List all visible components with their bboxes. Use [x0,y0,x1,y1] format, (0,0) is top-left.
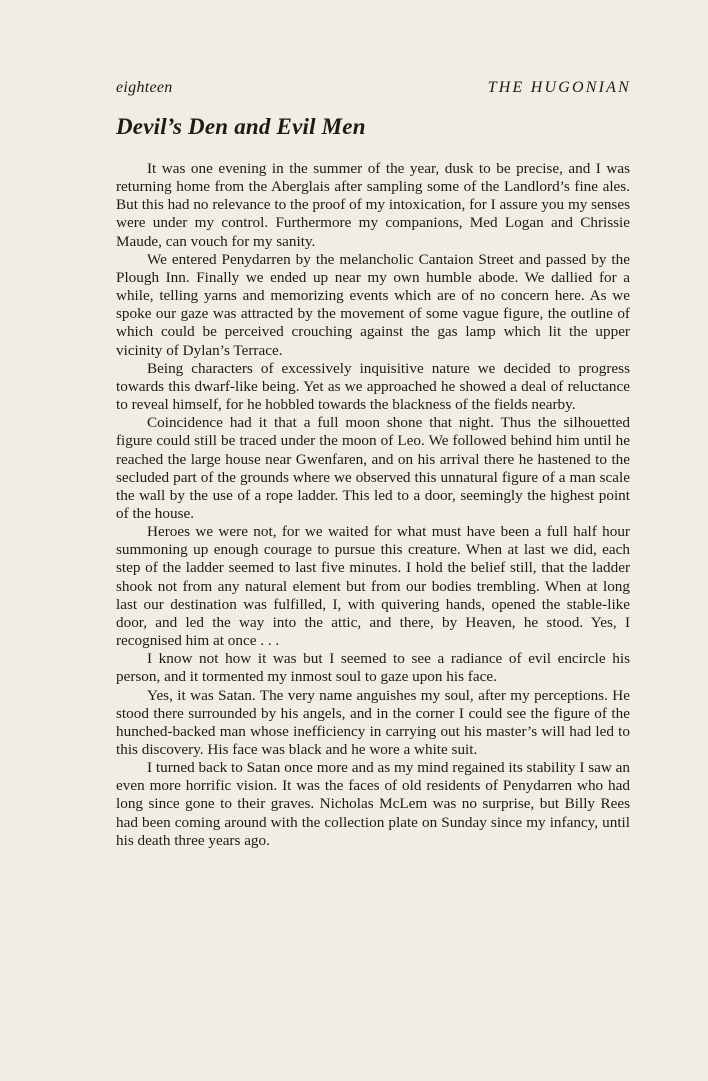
paragraph-4: Coincidence had it that a full moon shone that night. Thus the silhouetted figure could still be traced under the moon of Leo. We followed behind him until he reached the large house near Gwenfaren, and on his arrival there he hastened to the secluded part of the grounds where we observed this unnatural figure of a man scale the wall by the use of a rope ladder. This led to a door, seemingly the highest point of the house. [116,414,630,522]
paragraph-3: Being characters of excessively inquisitive nature we decided to progress towards this dwarf-like being. Yet as we approached he showed a deal of reluctance to reveal himself, for he hobbled towards the blackness of the fields nearby. [116,359,630,414]
paragraph-2: We entered Penydarren by the melancholic Cantaion Street and passed by the Plough Inn. Finally we ended up near my own humble abode. We dallied for a while, telling yarns and memorizing events which are of no concern here. As we spoke our gaze was attracted by the movement of some vague figure, the outline of which could be perceived crouching against the gas lamp which lit the upper vicinity of Dylan’s Terrace. [116,250,630,359]
page-number: eighteen [116,79,173,96]
paragraph-5: Heroes we were not, for we waited for what must have been a full half hour summoning up enough courage to pursue this creature. When at last we did, each step of the ladder seemed to last five minutes. I hold the belief still, that the ladder shook not from any natural element but from our bodies trembling. When at long last our destination was fulfilled, I, with quivering hands, opened the stable-like door, and led the way into the attic, and there, by Heaven, he stood. Yes, I recognised him at once . . . [116,523,630,650]
journal-title: THE HUGONIAN [487,79,631,96]
paragraph-8: I turned back to Satan once more and as my mind regained its stability I saw an even more horrific vision. It was the faces of old residents of Penydarren who had long since gone to their graves. Nicholas McLem was no surprise, but Billy Rees had been coming around with the collection plate on Sunday since my infancy, until his death three years ago. [116,759,630,849]
running-head [116,79,631,99]
paragraph-6: I know not how it was but I seemed to see a radiance of evil encircle his person, and it tormented my inmost soul to gaze upon his face. [116,650,630,686]
paragraph-1: It was one evening in the summer of the year, dusk to be precise, and I was returning home from the Aberglais after sampling some of the Landlord’s fine ales. But this had no relevance to the proof of my intoxication, for I assure you my senses were under my control. Furthermore my companions, Med Logan and Chrissie Maude, can vouch for my sanity. [116,160,630,250]
article-title: Devil’s Den and Evil Men [116,114,366,139]
paragraph-7: Yes, it was Satan. The very name anguishes my soul, after my perceptions. He stood there surrounded by his angels, and in the corner I could see the figure of the hunched-backed man whose inefficiency in carrying out his master’s will had led to this discovery. His face was black and he wore a white suit. [116,686,630,758]
article-body [116,160,630,850]
